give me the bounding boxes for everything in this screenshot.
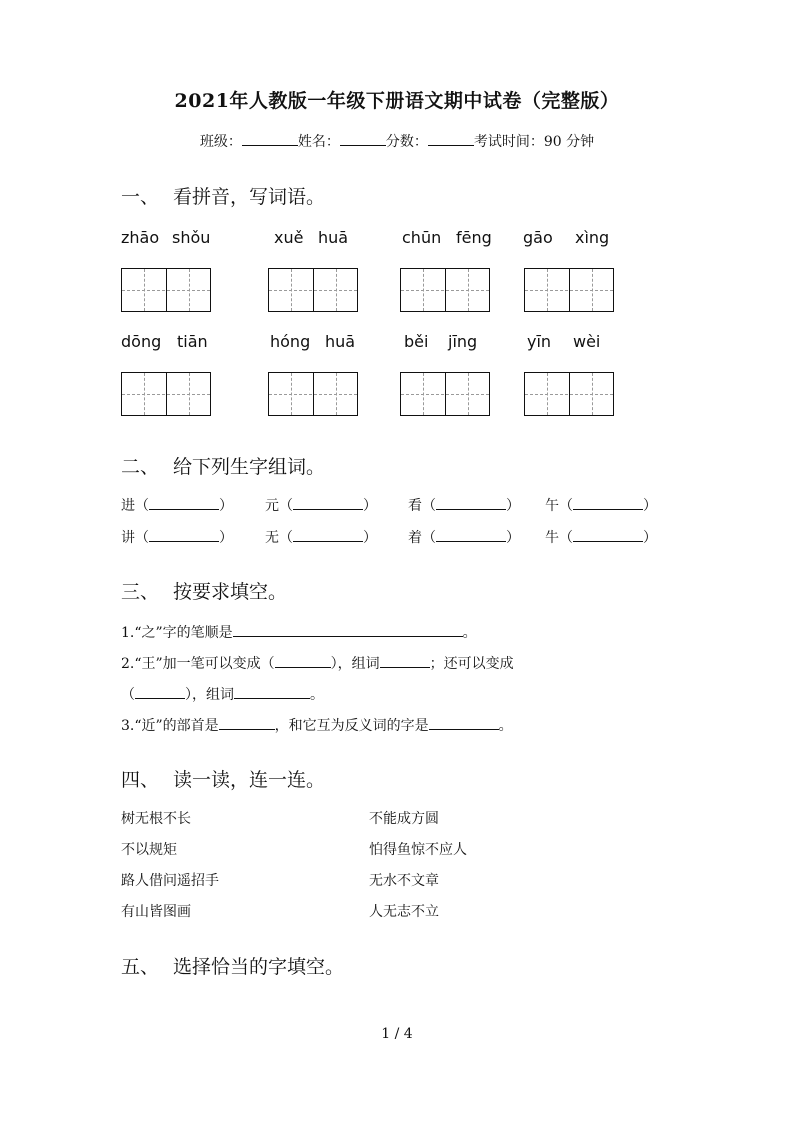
word-blank[interactable] bbox=[573, 497, 643, 510]
word-item: 着（ ） bbox=[408, 530, 520, 546]
match-left-item[interactable]: 路人借问遥招手 bbox=[121, 873, 219, 889]
match-left-item[interactable]: 树无根不长 bbox=[121, 811, 191, 827]
section-number: 五、 bbox=[121, 956, 160, 978]
score-label: 分数： bbox=[385, 134, 428, 150]
word-blank[interactable] bbox=[293, 497, 363, 510]
section-number: 二、 bbox=[121, 456, 160, 478]
section-title: 给下列生字组词。 bbox=[173, 456, 326, 478]
pinyin: jīng bbox=[448, 332, 478, 351]
class-label: 班级： bbox=[199, 134, 242, 150]
pinyin: chūn bbox=[402, 228, 442, 247]
section-title: 选择恰当的字填空。 bbox=[173, 956, 345, 978]
pinyin: wèi bbox=[573, 332, 601, 351]
class-blank[interactable] bbox=[242, 131, 298, 146]
score-blank[interactable] bbox=[428, 131, 474, 146]
pinyin: běi bbox=[404, 332, 429, 351]
section-2-heading bbox=[121, 452, 325, 479]
section-title: 按要求填空。 bbox=[173, 581, 288, 603]
pinyin: dōng bbox=[121, 332, 162, 351]
match-left-item[interactable]: 不以规矩 bbox=[121, 842, 177, 858]
section-4-heading bbox=[121, 765, 325, 792]
writing-box[interactable] bbox=[121, 372, 211, 416]
writing-box[interactable] bbox=[400, 268, 490, 312]
section-1-heading bbox=[121, 182, 325, 209]
student-info-line bbox=[0, 131, 794, 151]
word-item: 讲（ ） bbox=[121, 530, 233, 546]
word-blank[interactable] bbox=[573, 529, 643, 542]
answer-blank[interactable] bbox=[135, 686, 185, 699]
page-number: 1 / 4 bbox=[381, 1026, 413, 1042]
writing-box[interactable] bbox=[524, 268, 614, 312]
word-item: 牛（ ） bbox=[545, 530, 657, 546]
section-5-heading bbox=[121, 952, 344, 979]
section-title: 看拼音，写词语。 bbox=[173, 186, 326, 208]
word-blank[interactable] bbox=[436, 529, 506, 542]
pinyin: hóng bbox=[270, 332, 311, 351]
answer-blank[interactable] bbox=[234, 686, 310, 699]
section-3-heading bbox=[121, 577, 287, 604]
time-label: 考试时间：90 分钟 bbox=[473, 134, 595, 150]
answer-blank[interactable] bbox=[275, 655, 331, 668]
section-number: 三、 bbox=[121, 581, 160, 603]
section-number: 四、 bbox=[121, 769, 160, 791]
match-right-item[interactable]: 人无志不立 bbox=[369, 904, 439, 920]
pinyin: xuě bbox=[274, 228, 304, 247]
word-item: 元（ ） bbox=[265, 498, 377, 514]
writing-box[interactable] bbox=[268, 372, 358, 416]
word-item: 看（ ） bbox=[408, 498, 520, 514]
match-right-item[interactable]: 怕得鱼惊不应人 bbox=[369, 842, 467, 858]
match-right-item[interactable]: 无水不文章 bbox=[369, 873, 439, 889]
word-blank[interactable] bbox=[149, 497, 219, 510]
word-item: 无（ ） bbox=[265, 530, 377, 546]
question-2-cont: （ ），组词 。 bbox=[121, 687, 324, 703]
match-right-item[interactable]: 不能成方圆 bbox=[369, 811, 439, 827]
match-left-item[interactable]: 有山皆图画 bbox=[121, 904, 191, 920]
question-3: 3.“近”的部首是 ，和它互为反义词的字是 。 bbox=[121, 718, 513, 734]
answer-blank[interactable] bbox=[219, 717, 275, 730]
writing-box[interactable] bbox=[524, 372, 614, 416]
name-label: 姓名： bbox=[297, 134, 340, 150]
pinyin: huā bbox=[325, 332, 356, 351]
section-title: 读一读，连一连。 bbox=[173, 769, 326, 791]
name-blank[interactable] bbox=[340, 131, 386, 146]
answer-blank[interactable] bbox=[429, 717, 499, 730]
word-item: 进（ ） bbox=[121, 498, 233, 514]
pinyin: zhāo bbox=[121, 228, 160, 247]
writing-box[interactable] bbox=[268, 268, 358, 312]
question-1: 1.“之”字的笔顺是 。 bbox=[121, 625, 477, 641]
word-blank[interactable] bbox=[436, 497, 506, 510]
word-item: 午（ ） bbox=[545, 498, 657, 514]
pinyin: fēng bbox=[456, 228, 492, 247]
page-title: 2021年人教版一年级下册语文期中试卷（完整版） bbox=[174, 90, 620, 112]
answer-blank[interactable] bbox=[233, 624, 463, 637]
writing-box[interactable] bbox=[400, 372, 490, 416]
pinyin: xìng bbox=[575, 228, 610, 247]
question-2: 2.“王”加一笔可以变成（ ），组词 ；还可以变成 bbox=[121, 656, 514, 672]
section-number: 一、 bbox=[121, 186, 160, 208]
pinyin: yīn bbox=[527, 332, 552, 351]
word-blank[interactable] bbox=[149, 529, 219, 542]
pinyin: gāo bbox=[523, 228, 553, 247]
answer-blank[interactable] bbox=[380, 655, 430, 668]
writing-box[interactable] bbox=[121, 268, 211, 312]
pinyin: shǒu bbox=[172, 228, 211, 247]
word-blank[interactable] bbox=[293, 529, 363, 542]
pinyin: tiān bbox=[177, 332, 208, 351]
pinyin: huā bbox=[318, 228, 349, 247]
